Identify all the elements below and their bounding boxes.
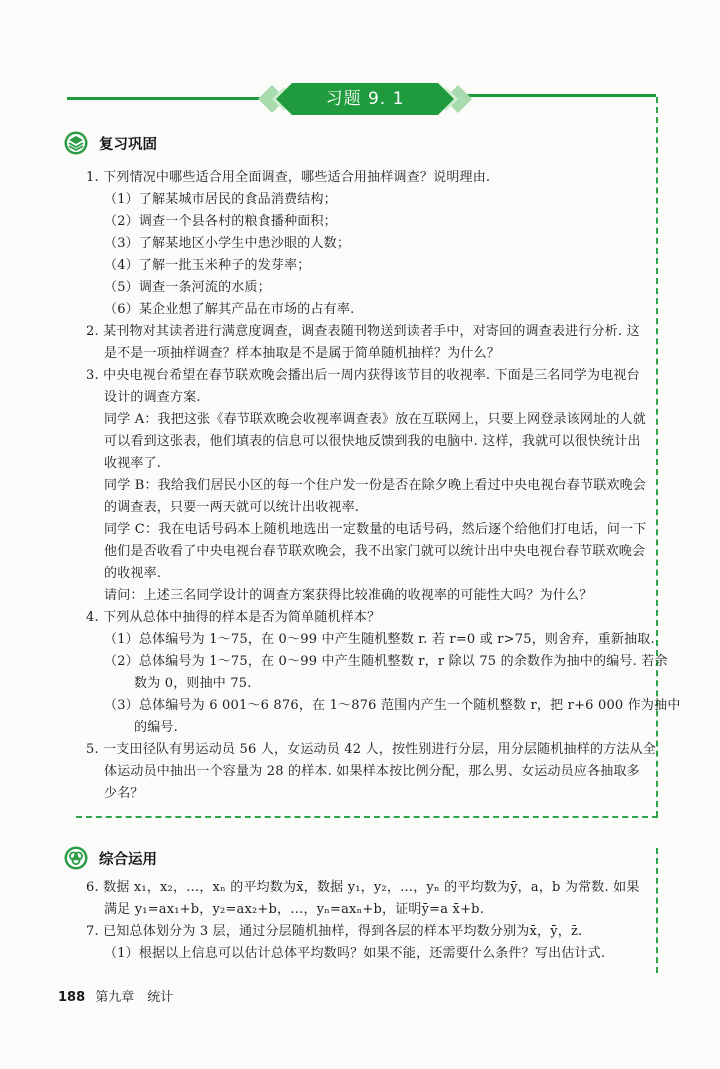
question-line: 4. 下列从总体中抽得的样本是否为简单随机样本？ [86,610,381,625]
section-body-application [86,877,656,965]
section-title-review: 复习巩固 [99,136,157,153]
question-line: （1）了解某城市居民的食品消费结构； [104,192,337,207]
application-rings-icon [64,846,88,870]
question-line: 5. 一支田径队有男运动员 56 人，女运动员 42 人，按性别进行分层，用分层随机抽样的方法从全 [86,742,656,757]
question-line: 3. 中央电视台希望在春节联欢晚会播出后一周内获得该节目的收视率. 下面是三名同学为电视台 [86,368,640,383]
question-line: （1）总体编号为 1～75，在 0～99 中产生随机整数 r. 若 r=0 或 r>75，则舍弃，重新抽取. [104,632,655,647]
question-line: 的调查表，只要一两天就可以统计出收视率. [104,500,360,515]
question-line: 设计的调查方案. [104,390,201,405]
question-line: 的收视率. [104,566,162,581]
question-line: 同学 C：我在电话号码本上随机地选出一定数量的电话号码，然后逐个给他们打电话，问一下 [104,522,647,537]
question-line: （2）调查一个县各村的粮食播种面积； [104,214,337,229]
question-line: 是不是一项抽样调查？样本抽取是不是属于简单随机抽样？为什么？ [104,346,501,361]
frame-bottom-1 [76,816,658,818]
section-head-review [64,130,157,156]
header-rule-left [67,97,263,100]
question-line: 体运动员中抽出一个容量为 28 的样本. 如果样本按比例分配，那么男、女运动员应各抽取多 [104,764,640,779]
question-line: 数为 0，则抽中 75. [134,676,252,691]
section-body-review [86,167,681,805]
question-line: （5）调查一条河流的水质； [104,280,271,295]
page-footer [58,986,173,1005]
exercise-banner [258,79,472,119]
chapter-label: 第九章 统计 [95,990,174,1005]
question-line: 他们是否收看了中央电视台春节联欢晚会，我不出家门就可以统计出中央电视台春节联欢晚会 [104,544,646,559]
question-line: （2）总体编号为 1～75，在 0～99 中产生随机整数 r，r 除以 75 的余数作为抽中的编号. 若余 [104,654,668,669]
question-line: （1）根据以上信息可以估计总体平均数吗？如果不能，还需要什么条件？写出估计式. [104,946,606,961]
question-line: 请问：上述三名同学设计的调查方案获得比较准确的收视率的可能性大吗？为什么？ [104,588,593,603]
question-line: （3）了解某地区小学生中患沙眼的人数； [104,236,351,251]
question-line: （4）了解一批玉米种子的发芽率； [104,258,311,273]
question-line: 可以看到这张表，他们填表的信息可以很快地反馈到我的电脑中. 这样，我就可以很快统计出 [104,434,641,449]
question-line: 2. 某刊物对其读者进行满意度调查，调查表随刊物送到读者手中，对寄回的调查表进行分析. 这 [86,324,640,339]
review-layers-icon [64,131,88,155]
section-head-application [64,845,157,871]
question-line: 6. 数据 x₁，x₂，…，xₙ 的平均数为x̄，数据 y₁，y₂，…，yₙ 的平均数为ȳ，a，b 为常数. 如果 [86,880,640,895]
question-line: 7. 已知总体划分为 3 层，通过分层随机抽样，得到各层的样本平均数分别为x̄，ȳ，z̄. [86,924,583,939]
question-line: （6）某企业想了解其产品在市场的占有率. [104,302,355,317]
question-line: 1. 下列情况中哪些适合用全面调查，哪些适合用抽样调查？说明理由. [86,170,491,185]
question-line: 的编号. [134,720,178,735]
section-title-application: 综合运用 [99,851,157,868]
header-rule-right [466,94,656,97]
frame-right-2 [656,848,658,973]
page-number: 188 [58,990,86,1005]
question-line: 少名？ [104,786,144,801]
exercise-title: 习题 9. 1 [325,89,405,109]
question-line: 满足 y₁=ax₁+b，y₂=ax₂+b，…，yₙ=axₙ+b，证明ȳ=a x̄+b. [104,902,485,917]
question-line: 同学 A：我把这张《春节联欢晚会收视率调查表》放在互联网上，只要上网登录该网址的人就 [104,412,646,427]
question-line: 收视率了. [104,456,162,471]
question-line: （3）总体编号为 6 001～6 876，在 1～876 范围内产生一个随机整数 r，把 r+6 000 作为抽中 [104,698,681,713]
question-line: 同学 B：我给我们居民小区的每一个住户发一份是否在除夕晚上看过中央电视台春节联欢晚会 [104,478,647,493]
